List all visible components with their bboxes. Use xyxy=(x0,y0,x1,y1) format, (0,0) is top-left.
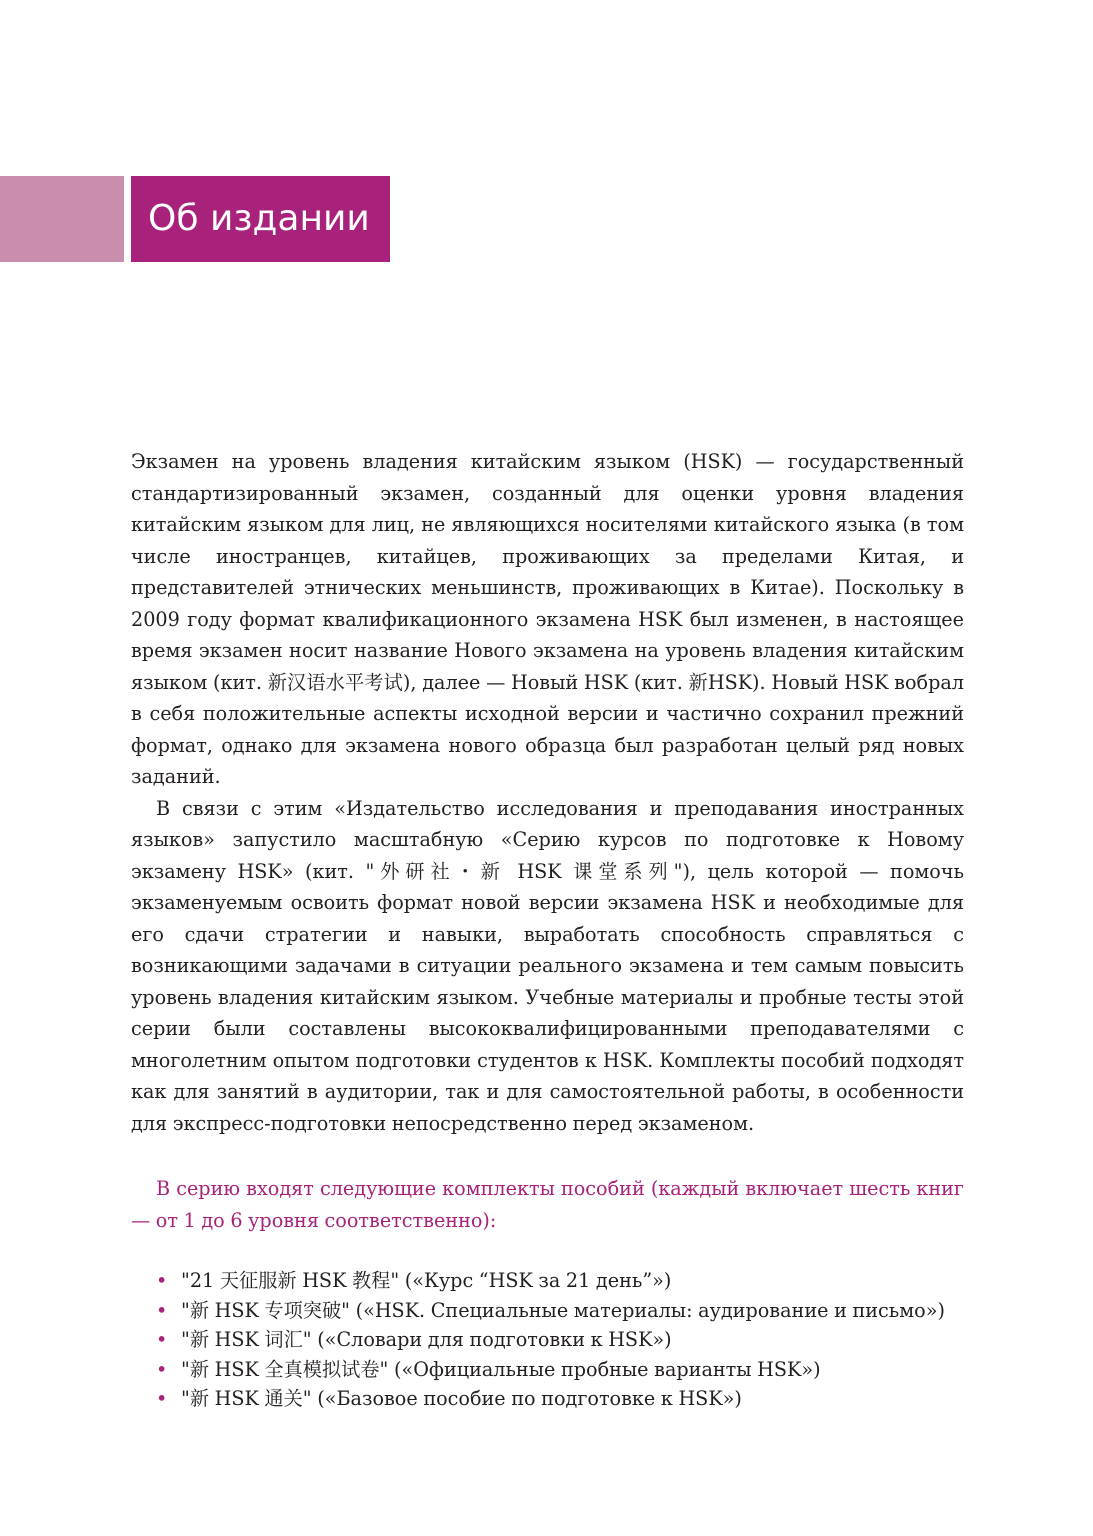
bullet-icon: • xyxy=(156,1357,168,1381)
header-accent-bar xyxy=(0,176,124,262)
list-item xyxy=(156,1325,964,1355)
list-item-text: "21 天征服新 HSK 教程" («Курс “HSK за 21 день”») xyxy=(181,1269,672,1292)
paragraph-intro: Экзамен на уровень владения китайским языком (HSK) — государственный стандартизированный экзамен, созданный для оценки уровня владения китайским языком для лиц, не являющихся носителями китайского языка (в том числе иностранцев, китайцев, проживающих за пределами Китая, и представителей этнических меньшинств, проживающих в Китае). Поскольку в 2009 году формат квалификационного экзамена HSK был изменен, в настоящее время экзамен носит название Нового экзамена на уровень владения китайским языком (кит. 新汉语水平考试), далее — Новый HSK (кит. 新HSK). Новый HSK вобрал в себя положительные аспекты исходной версии и частично сохранил прежний формат, однако для экзамена нового образца был разработан целый ряд новых заданий. xyxy=(131,450,964,788)
list-item xyxy=(156,1266,964,1296)
list-item xyxy=(156,1296,964,1326)
paragraph-series: В связи с этим «Издательство исследования и преподавания иностранных языков» запустило масштабную «Серию курсов по подготовке к Новому экзамену HSK» (кит. "外研社・新 HSK 课堂系列"), цель которой — помочь экзаменуемым освоить формат новой версии экзамена HSK и необходимые для его сдачи стратегии и навыки, выработать способность справляться с возникающими задачами в ситуации реального экзамена и тем самым повысить уровень владения китайским языком. Учебные материалы и пробные тесты этой серии были составлены высококвалифицированными преподавателями с многолетним опытом подготовки студентов к HSK. Комплекты пособий подходят как для занятий в аудитории, так и для самостоятельной работы, в особенности для экспресс-подготовки непосредственно перед экзаменом. xyxy=(131,796,964,1135)
bullet-icon: • xyxy=(156,1298,168,1322)
list-item-text: "新 HSK 词汇" («Словари для подготовки к HSK») xyxy=(181,1328,672,1351)
list-item xyxy=(156,1384,964,1414)
list-item-text: "新 HSK 全真模拟试卷" («Официальные пробные варианты HSK») xyxy=(181,1357,821,1381)
bullet-icon: • xyxy=(156,1269,168,1292)
series-intro: В серию входят следующие комплекты пособий (каждый включает шесть книг — от 1 до 6 уровня соответственно): xyxy=(131,1177,964,1232)
page-title: Об издании xyxy=(148,198,370,239)
bullet-icon: • xyxy=(156,1387,168,1410)
series-list xyxy=(131,1266,964,1414)
bullet-icon: • xyxy=(156,1328,168,1351)
list-item xyxy=(156,1355,964,1385)
section-header xyxy=(131,176,390,262)
list-item-text: "新 HSK 通关" («Базовое пособие по подготовке к HSK») xyxy=(181,1387,742,1410)
list-item-text: "新 HSK 专项突破" («HSK. Специальные материалы: аудирование и письмо») xyxy=(181,1298,945,1322)
main-content xyxy=(131,446,964,1414)
